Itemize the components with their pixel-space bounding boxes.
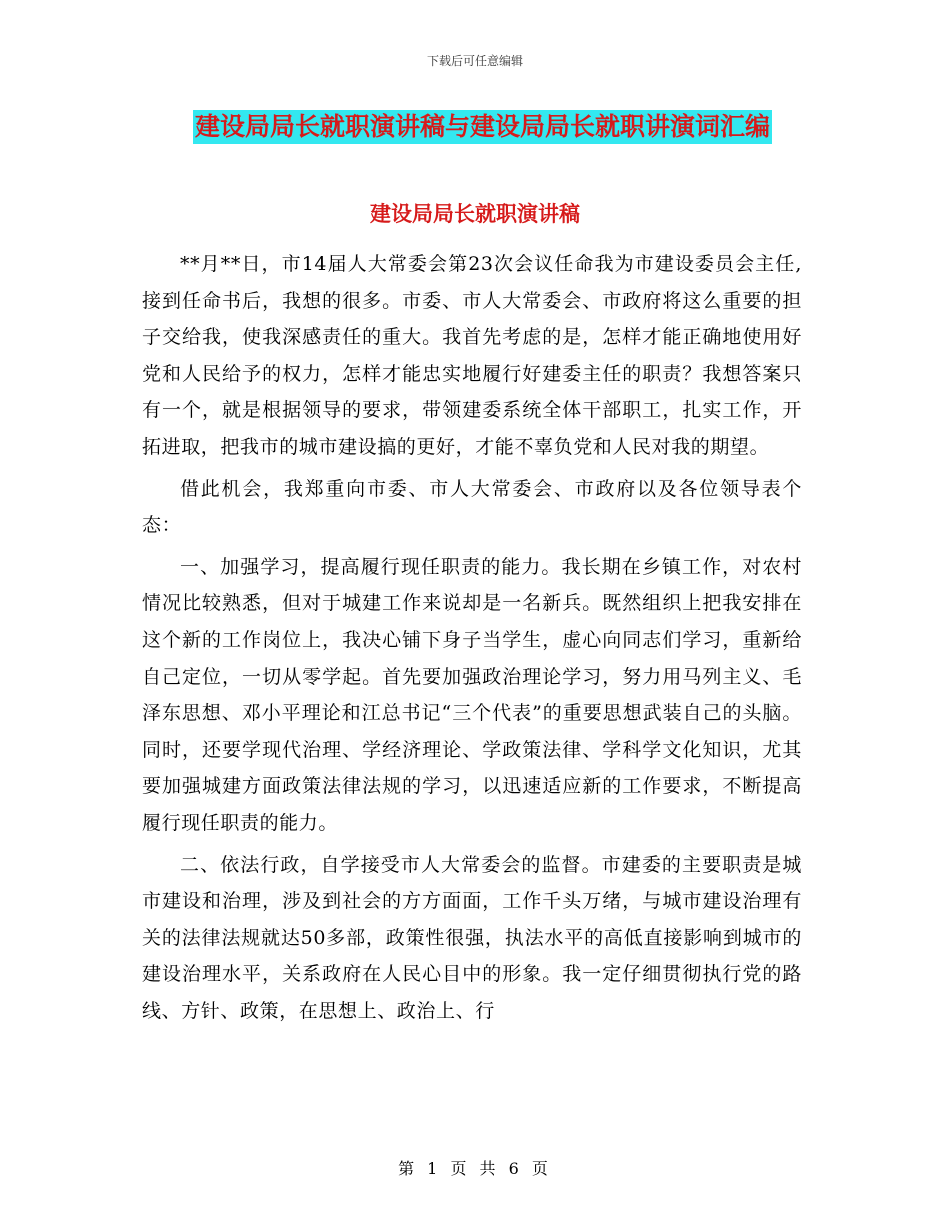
document-body <box>142 246 802 1034</box>
paragraph-point-one: 一、加强学习，提高履行现任职责的能力。我长期在乡镇工作，对农村情况比较熟悉，但对于城建工作来说却是一名新兵。既然组织上把我安排在这个新的工作岗位上，我决心铺下身子当学生，虚心向同志们学习，重新给自己定位，一切从零学起。首先要加强政治理论学习，努力用马列主义、毛泽东思想、邓小平理论和江总书记“三个代表”的重要思想武装自己的头脑。同时，还要学现代治理、学经济理论、学政策法律、学科学文化知识，尤其要加强城建方面政策法律法规的学习，以迅速适应新的工作要求，不断提高履行现任职责的能力。 <box>142 555 802 834</box>
page-number: 第 1 页 共 6 页 <box>398 1159 552 1178</box>
paragraph-appointment: **月**日，市14届人大常委会第23次会议任命我为市建设委员会主任,接到任命书后，我想的很多。市委、市人大常委会、市政府将这么重要的担子交给我，使我深感责任的重大。我首先考虑的是，怎样才能正确地使用好党和人民给予的权力，怎样才能忠实地履行好建委主任的职责？我想答案只有一个，就是根据领导的要求，带领建委系统全体干部职工，扎实工作，开拓进取，把我市的城市建设搞的更好，才能不辜负党和人民对我的期望。 <box>142 253 802 458</box>
paragraph-point-two: 二、依法行政，自学接受市人大常委会的监督。市建委的主要职责是城市建设和治理，涉及到社会的方方面面，工作千头万绪，与城市建设治理有关的法律法规就达50多部，政策性很强，执法水平的高低直接影响到城市的建设治理水平，关系政府在人民心目中的形象。我一定仔细贯彻执行党的路线、方针、政策，在思想上、政治上、行 <box>142 853 802 1022</box>
section-title: 建设局局长就职演讲稿 <box>370 202 580 226</box>
page-header-note: 下载后可任意编辑 <box>426 54 523 68</box>
paragraph-statement-intro: 借此机会，我郑重向市委、市人大常委会、市政府以及各位领导表个态： <box>142 477 802 537</box>
document-title: 建设局局长就职演讲稿与建设局局长就职讲演词汇编 <box>193 110 772 144</box>
